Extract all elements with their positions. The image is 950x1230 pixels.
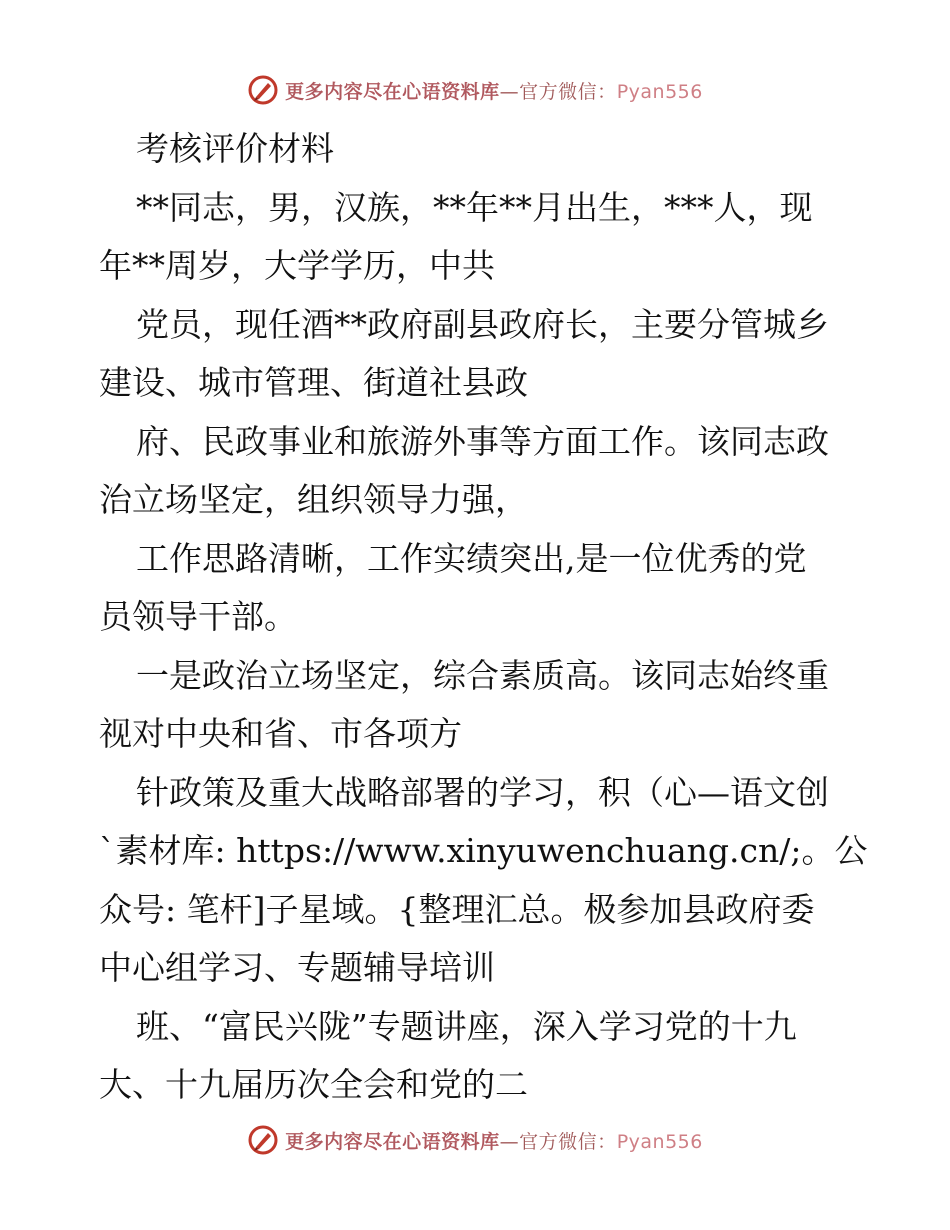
text-line: 建设、城市管理、街道社县政: [99, 363, 528, 402]
document-body: [99, 120, 868, 1115]
text-line: 府、民政事业和旅游外事等方面工作。该同志政: [136, 421, 829, 461]
text-line: 一是政治立场坚定，综合素质高。该同志始终重: [136, 655, 829, 695]
text-line: 中心组学习、专题辅导培训: [99, 948, 495, 987]
text-line: 员领导干部。: [99, 597, 297, 636]
text-line: `素材库: https://www.xinyuwenchuang.cn/;。公: [99, 831, 868, 870]
text-line: 考核评价材料: [136, 129, 334, 168]
pen-logo-icon: [247, 1124, 279, 1156]
text-line: 班、“富民兴陇”专题讲座，深入学习党的十九: [136, 1006, 797, 1046]
text-line: **同志，男，汉族，**年**月出生，***人，现: [136, 187, 813, 227]
text-line: 大、十九届历次全会和党的二: [99, 1065, 528, 1104]
text-line: 党员，现任酒**政府副县政府长，主要分管城乡: [136, 304, 829, 344]
text-line: 针政策及重大战略部署的学习，积（心—语文创: [136, 772, 829, 812]
text-line: 治立场坚定，组织领导力强，: [99, 480, 528, 519]
footer-banner: [0, 1120, 950, 1160]
banner-text: 更多内容尽在心语资料库—官方微信：Pyan556: [285, 80, 703, 103]
header-banner: [0, 70, 950, 110]
banner-text: 更多内容尽在心语资料库—官方微信：Pyan556: [285, 1130, 703, 1153]
pen-logo-icon: [247, 74, 279, 106]
text-line: 视对中央和省、市各项方: [99, 714, 462, 753]
text-line: 工作思路清晰，工作实绩突出,是一位优秀的党: [136, 538, 807, 578]
text-line: 众号: 笔杆]子星域。{整理汇总。极参加县政府委: [99, 889, 815, 929]
text-line: 年**周岁，大学学历，中共: [99, 246, 495, 285]
